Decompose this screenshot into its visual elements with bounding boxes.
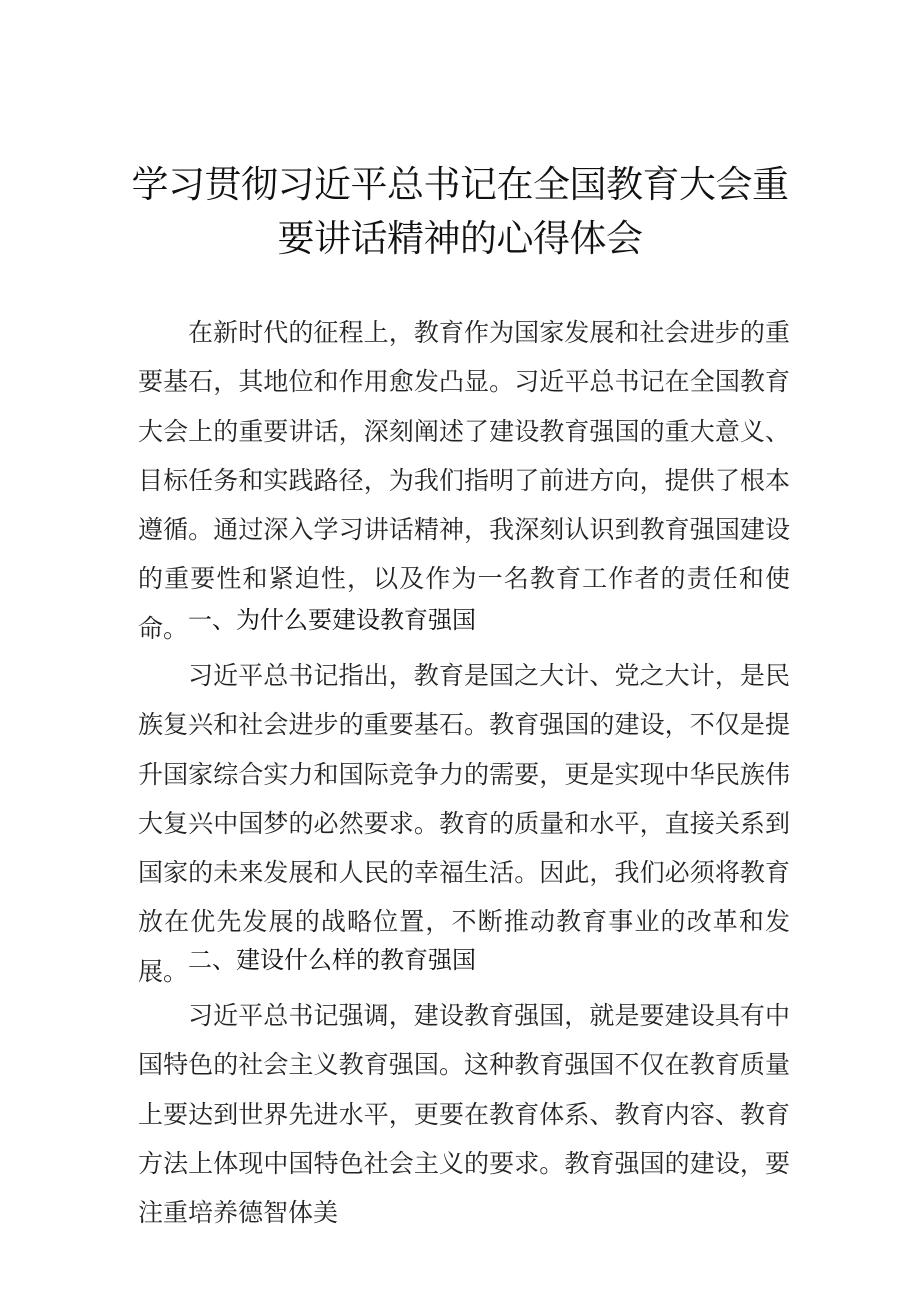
- section-paragraph-what: 习近平总书记强调，建设教育强国，就是要建设具有中国特色的社会主义教育强国。这种教育强国不仅在教育质量上要达到世界先进水平，更要在教育体系、教育内容、教育方法上体现中国特色社会主义的要求。教育强国的建设，要注重培养德智体美: [138, 1001, 790, 1228]
- document-title-line-1: 学习贯彻习近平总书记在全国教育大会重: [131, 163, 789, 206]
- section-heading-why: 一、为什么要建设教育强国: [188, 606, 476, 634]
- section-paragraph-why: 习近平总书记指出，教育是国之大计、党之大计，是民族复兴和社会进步的重要基石。教育强国的建设，不仅是提升国家综合实力和国际竞争力的需要，更是实现中华民族伟大复兴中国梦的必然要求。教育的质量和水平，直接关系到国家的未来发展和人民的幸福生活。因此，我们必须将教育放在优先发展的战略位置，不断推动教育事业的改革和发展。: [138, 661, 790, 986]
- section-heading-what: 二、建设什么样的教育强国: [188, 946, 476, 974]
- intro-paragraph: 在新时代的征程上，教育作为国家发展和社会进步的重要基石，其地位和作用愈发凸显。习近平总书记在全国教育大会上的重要讲话，深刻阐述了建设教育强国的重大意义、目标任务和实践路径，为我们指明了前进方向，提供了根本遵循。通过深入学习讲话精神，我深刻认识到教育强国建设的重要性和紧迫性，以及作为一名教育工作者的责任和使命。: [138, 318, 790, 643]
- document-title-line-2: 要讲话精神的心得体会: [277, 217, 643, 260]
